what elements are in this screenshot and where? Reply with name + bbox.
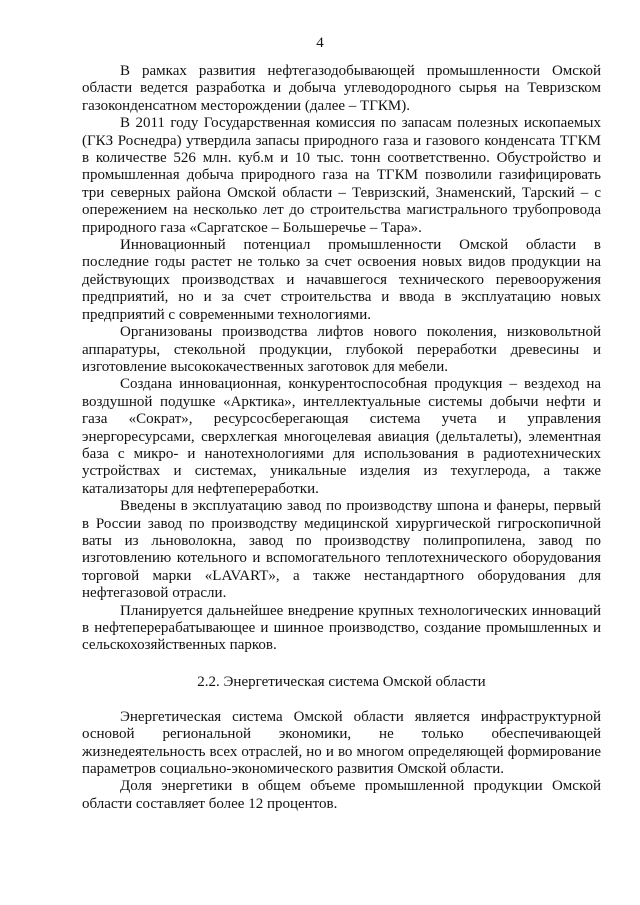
section-heading: 2.2. Энергетическая система Омской области [197, 673, 486, 690]
paragraph: Инновационный потенциал промышленности Омской области в последние годы растет не только за счет освоения новых видов продукции на действующих производствах и начавшегося технического перевооружения предприятий, но и за счет строительства и ввода в эксплуатацию новых предприятий с современными технологиями. [82, 237, 601, 323]
paragraph: Введены в эксплуатацию завод по производству шпона и фанеры, первый в России завод по производству медицинской хирургической гигроскопичной ваты из льноволокна, завод по производству полипропилена, завод по изготовлению котельного и вспомогательного теплотехнического оборудования торговой марки «LAVART», а также нестандартного оборудования для нефтегазовой отрасли. [82, 498, 601, 602]
paragraph: В рамках развития нефтегазодобывающей промышленности Омской области ведется разработка и добыча углеводородного сырья на Тевризском газоконденсатном месторождении (далее – ТГКМ). [82, 63, 601, 114]
page-number: 4 [316, 35, 324, 51]
paragraph: Организованы производства лифтов нового поколения, низковольтной аппаратуры, стекольной продукции, глубокой переработки древесины и изготовление высококачественных заготовок для мебели. [82, 324, 601, 375]
paragraph: Создана инновационная, конкурентоспособная продукция – вездеход на воздушной подушке «Арктика», интеллектуальные системы добычи нефти и газа «Сократ», ресурсосберегающая система учета и управления энергоресурсами, сверхлегкая многоцелевая авиация (дельталеты), элементная база с микро- и нанотехнологиями для использования в радиотехнических устройствах и системах, уникальные изделия из техуглерода, а также катализаторы для нефтепереработки. [82, 376, 601, 497]
paragraph: В 2011 году Государственная комиссия по запасам полезных ископаемых (ГКЗ Роснедра) утвердила запасы природного газа и газового конденсата ТГКМ в количестве 526 млн. куб.м и 10 тыс. тонн соответственно. Обустройство и промышленная добыча природного газа на ТГКМ позволили газифицировать три северных района Омской области – Тевризский, Знаменский, Тарский – с опережением на несколько лет до строительства магистрального трубопровода природного газа «Саргатское – Большеречье – Тара». [82, 115, 601, 236]
paragraph: Планируется дальнейшее внедрение крупных технологических инноваций в нефтеперерабатывающее и шинное производство, создание промышленных и сельскохозяйственных парков. [82, 602, 601, 654]
page-content [82, 63, 601, 813]
paragraph: Энергетическая система Омской области является инфраструктурной основой региональной экономики, не только обеспечивающей жизнедеятельность всех отраслей, но и во многом определяющей формирование параметров социально-экономического развития Омской области. [82, 708, 601, 778]
paragraph: Доля энергетики в общем объеме промышленной продукции Омской области составляет более 12 процентов. [82, 778, 601, 812]
